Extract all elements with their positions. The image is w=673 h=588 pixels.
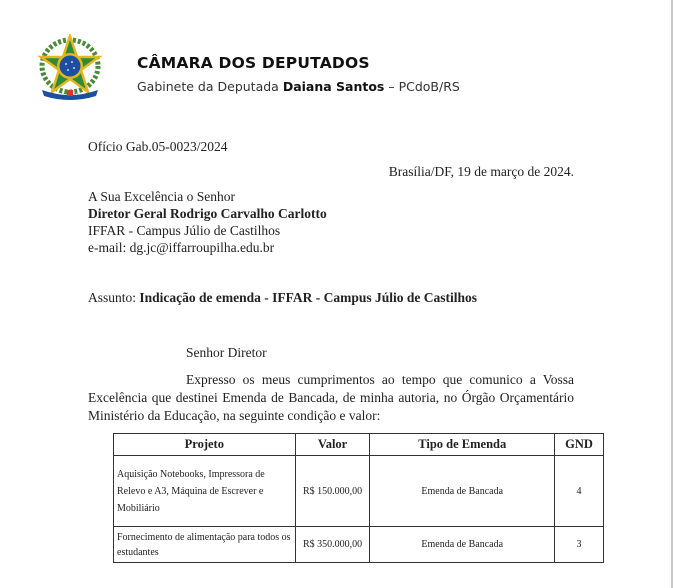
- letter-date: Brasília/DF, 19 de março de 2024.: [388, 164, 574, 179]
- cell-gnd: 4: [555, 456, 604, 527]
- greeting: Senhor Diretor: [186, 345, 267, 360]
- body-paragraph: Expresso os meus cumprimentos ao tempo que comunico a Vossa Excelência que destinei Emenda de Bancada, de minha autoria, no Órgão Orçamentário Ministério da Educação, na seguinte condição e valor:: [88, 372, 574, 423]
- party: – PCdoB/RS: [384, 79, 460, 94]
- subtitle-prefix: Gabinete da Deputada: [137, 79, 283, 94]
- subject-line: [88, 290, 477, 306]
- subject-text: Indicação de emenda - IFFAR - Campus Júlio de Castilhos: [139, 290, 478, 305]
- recipient-email: e-mail: dg.jc@iffarroupilha.edu.br: [88, 240, 275, 255]
- coat-of-arms-logo: [36, 34, 104, 102]
- cell-projeto: Aquisição Notebooks, Impressora de Relevo e A3, Máquina de Escrever e Mobiliário: [114, 456, 296, 527]
- letter-reference: Ofício Gab.05-0023/2024: [88, 139, 228, 154]
- office-subtitle: [137, 79, 460, 94]
- amendment-table: [113, 433, 604, 563]
- cell-valor: R$ 150.000,00: [295, 456, 370, 527]
- cell-projeto: Fornecimento de alimentação para todos os estudantes: [114, 527, 296, 563]
- recipient-institution: IFFAR - Campus Júlio de Castilhos: [88, 223, 281, 238]
- header-tipo: Tipo de Emenda: [370, 434, 555, 456]
- header-valor: Valor: [295, 434, 370, 456]
- header-gnd: GND: [555, 434, 604, 456]
- table-row: [114, 456, 604, 527]
- table-header-row: [114, 434, 604, 456]
- subject-label: Assunto:: [88, 290, 140, 305]
- table-row: [114, 527, 604, 563]
- recipient-salutation: A Sua Excelência o Senhor: [88, 189, 235, 204]
- cell-gnd: 3: [555, 527, 604, 563]
- header-projeto: Projeto: [114, 434, 296, 456]
- cell-valor: R$ 350.000,00: [295, 527, 370, 563]
- deputy-name: Daiana Santos: [282, 79, 385, 94]
- cell-tipo: Emenda de Bancada: [370, 456, 555, 527]
- cell-tipo: Emenda de Bancada: [370, 527, 555, 563]
- recipient-name: Diretor Geral Rodrigo Carvalho Carlotto: [88, 206, 327, 221]
- organization-title: CÂMARA DOS DEPUTADOS: [137, 54, 370, 72]
